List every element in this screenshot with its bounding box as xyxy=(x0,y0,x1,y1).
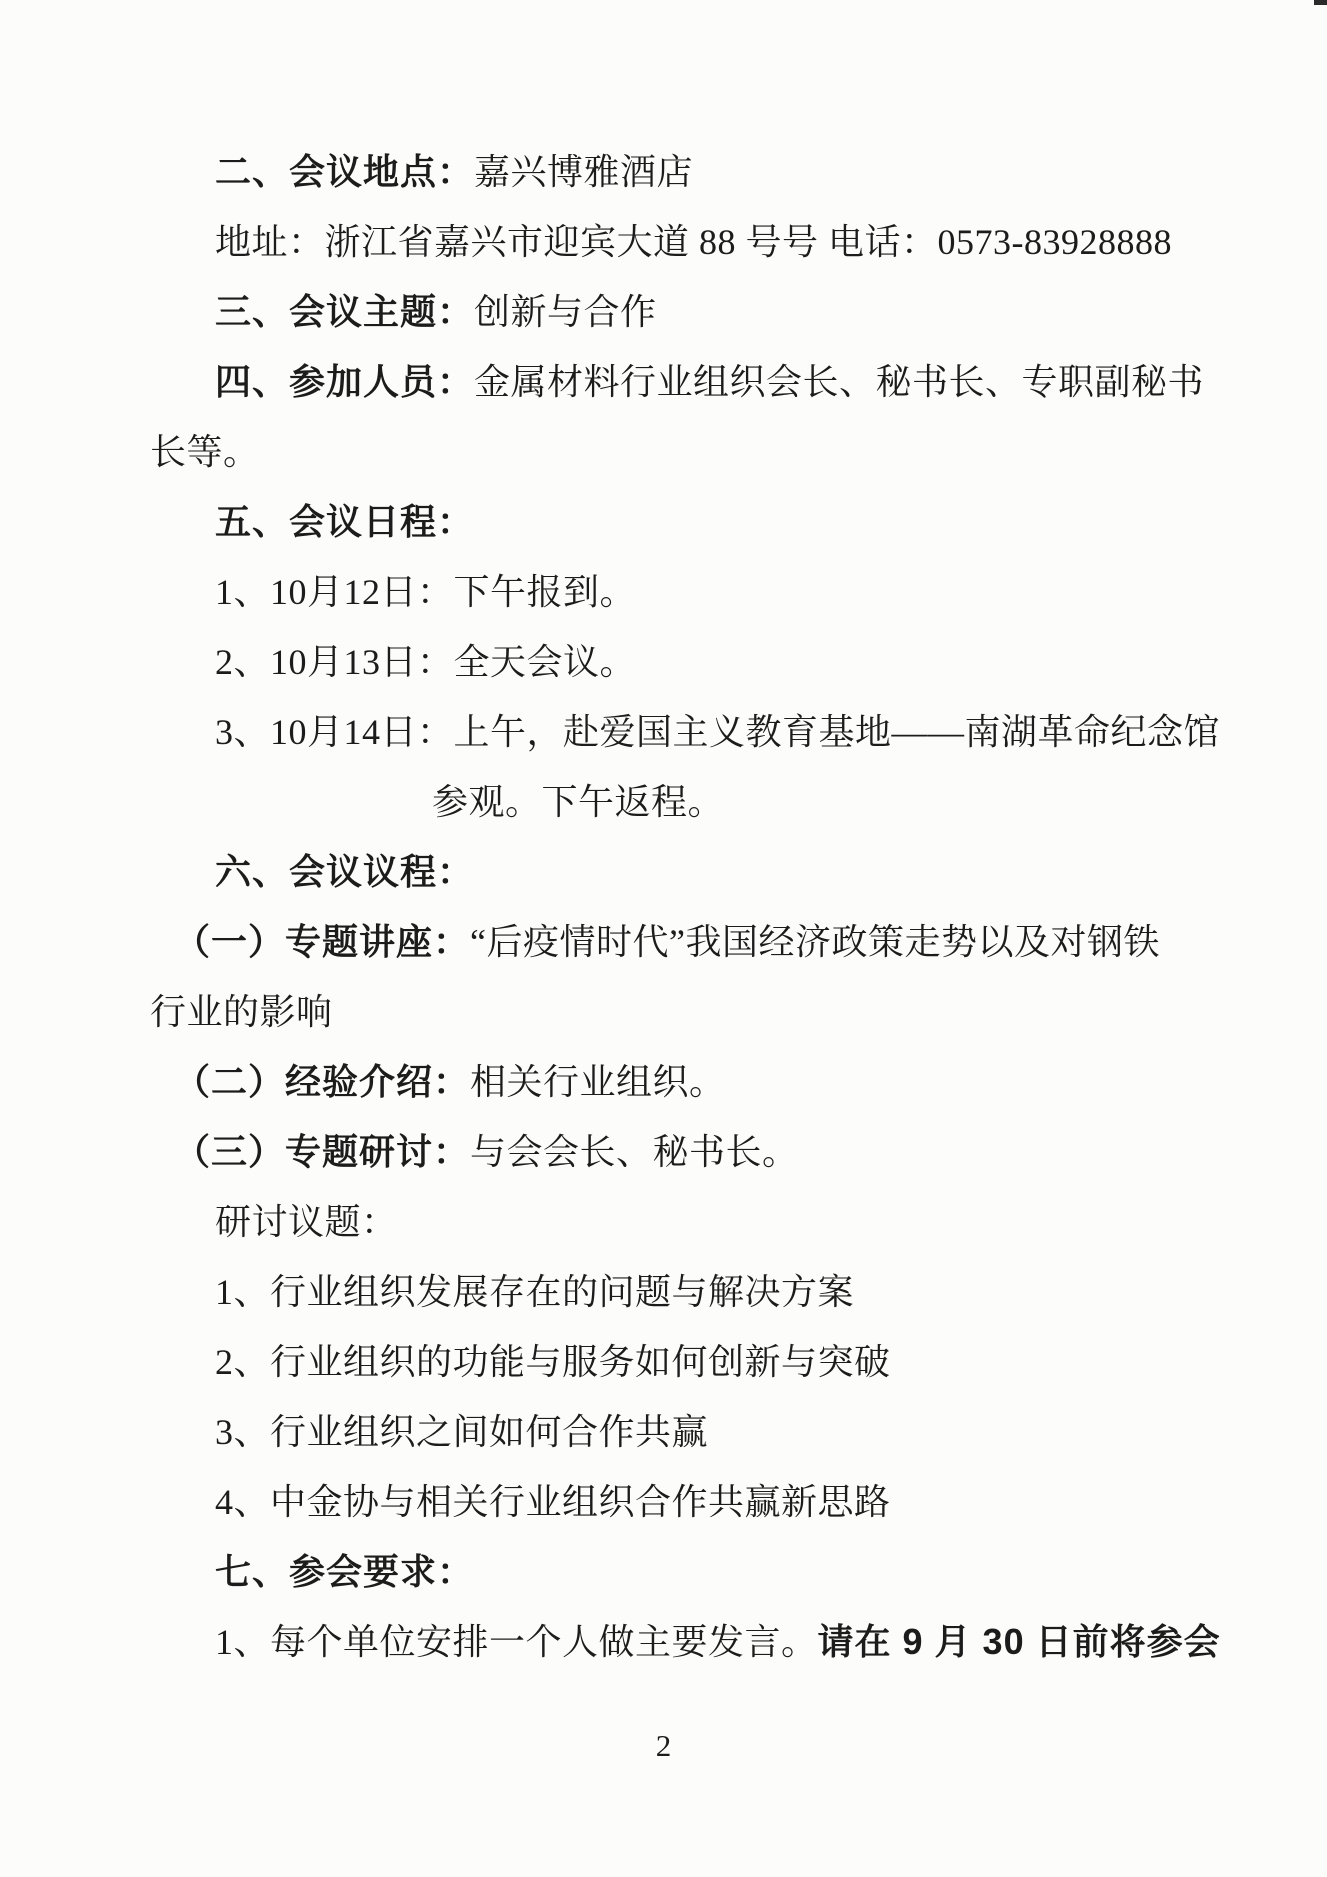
text-segment: （一）专题讲座： xyxy=(174,921,471,962)
section-agenda xyxy=(150,837,1190,907)
section-requirements xyxy=(150,1537,1190,1607)
text-segment: 三、会议主题： xyxy=(215,291,475,332)
text-segment: 4、中金协与相关行业组织合作共赢新思路 xyxy=(215,1482,891,1522)
text-segment: 3、10月14日：上午，赴爱国主义教育基地——南湖革命纪念馆 xyxy=(215,712,1221,752)
text-segment: 行业的影响 xyxy=(150,992,333,1032)
section-participants-line1 xyxy=(150,347,1205,417)
text-segment: 请在 9 月 30 日前将参会 xyxy=(817,1621,1221,1662)
agenda-item-2 xyxy=(150,1047,1190,1117)
venue-address-phone xyxy=(150,207,1190,277)
section-theme xyxy=(150,277,1190,347)
agenda-item-1-line1 xyxy=(150,907,1190,977)
text-segment: 创新与合作 xyxy=(474,292,657,332)
text-segment: 3、行业组织之间如何合作共赢 xyxy=(215,1412,709,1452)
discussion-topic-1 xyxy=(150,1257,1190,1327)
section-schedule xyxy=(150,487,1190,557)
requirement-item-1 xyxy=(150,1607,1221,1677)
text-segment: 1、行业组织发展存在的问题与解决方案 xyxy=(215,1272,855,1312)
text-segment: 2、行业组织的功能与服务如何创新与突破 xyxy=(215,1342,891,1382)
section-venue xyxy=(150,137,1190,207)
text-segment: 研讨议题： xyxy=(215,1202,398,1242)
agenda-item-1-line2 xyxy=(150,977,1190,1047)
text-segment: 二、会议地点： xyxy=(215,151,475,192)
section-participants-line2 xyxy=(150,417,1190,487)
text-segment: 六、会议议程： xyxy=(215,851,475,892)
text-segment: 与会会长、秘书长。 xyxy=(470,1132,799,1172)
text-segment: “后疫情时代”我国经济政策走势以及对钢铁 xyxy=(470,922,1160,962)
discussion-topics-label xyxy=(150,1187,1190,1257)
text-segment: 五、会议日程： xyxy=(215,501,475,542)
text-segment: 金属材料行业组织会长、秘书长、专职副秘书 xyxy=(474,362,1205,402)
text-segment: 2、10月13日：全天会议。 xyxy=(215,642,637,682)
document-body xyxy=(150,137,1221,1677)
text-segment: 1、10月12日：下午报到。 xyxy=(215,572,637,612)
text-segment: 嘉兴博雅酒店 xyxy=(474,152,694,192)
agenda-item-3 xyxy=(150,1117,1190,1187)
text-segment: （二）经验介绍： xyxy=(174,1061,471,1102)
text-segment: 四、参加人员： xyxy=(215,361,475,402)
discussion-topic-2 xyxy=(150,1327,1190,1397)
text-segment: 七、参会要求： xyxy=(215,1551,475,1592)
text-segment: 长等。 xyxy=(150,432,260,472)
schedule-item-1 xyxy=(150,557,1190,627)
text-segment: （三）专题研讨： xyxy=(174,1131,471,1172)
scan-artifact-top-right xyxy=(1314,0,1327,5)
text-segment: 地址：浙江省嘉兴市迎宾大道 88 号号 电话：0573-83928888 xyxy=(215,222,1172,262)
text-segment: 1、每个单位安排一个人做主要发言。 xyxy=(215,1622,818,1662)
text-segment: 参观。下午返程。 xyxy=(432,782,725,822)
schedule-item-2 xyxy=(150,627,1190,697)
text-segment: 相关行业组织。 xyxy=(470,1062,726,1102)
discussion-topic-4 xyxy=(150,1467,1190,1537)
discussion-topic-3 xyxy=(150,1397,1190,1467)
page-number: 2 xyxy=(655,1728,672,1763)
schedule-item-3-line1 xyxy=(150,697,1221,767)
schedule-item-3-line2 xyxy=(150,767,1190,837)
